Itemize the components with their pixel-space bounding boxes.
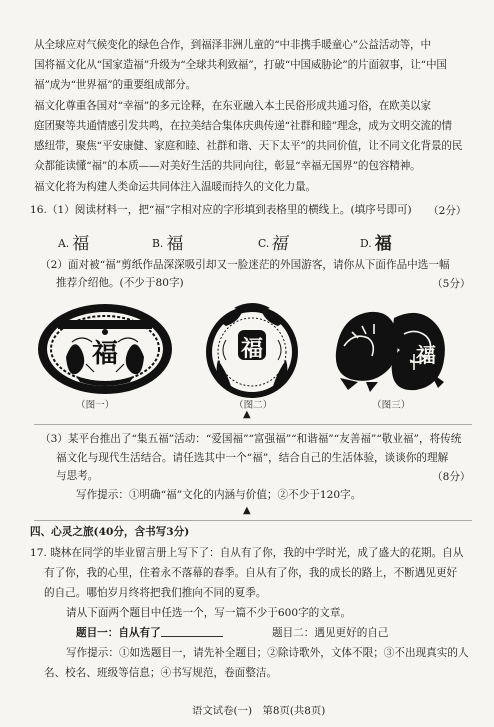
option-c <box>258 229 289 254</box>
q16-1-score: （2分） <box>428 205 467 217</box>
q16-2-score: （5分） <box>432 278 471 290</box>
option-c-glyph: 福 <box>270 234 291 254</box>
papercut-image-3 <box>330 302 456 394</box>
q16-2-line2: 推荐介绍他。(不少于80字) <box>56 277 184 289</box>
q17-title1 <box>76 626 223 640</box>
q17-line3: 的自己。哪怕岁月终将把我们推向不同的夏季。 <box>44 587 267 599</box>
material-line-7: 众都能读懂“福”的本质——对美好生活的共同向往，彰显“幸福无国界”的包容精神。 <box>34 160 421 172</box>
material-line-1: 从全球应对气候变化的绿色合作，到福泽非洲儿童的“中非携手暖童心”公益活动等，中 <box>34 39 431 51</box>
title1-blank <box>161 626 223 637</box>
material-line-4: 福文化尊重各国对“幸福”的多元诠释，在东亚融入本土民俗形成共通习俗，在欧美以家 <box>34 100 431 112</box>
page-footer: 语文试卷(一) 第8页(共8页) <box>192 705 326 717</box>
q16-3-line3: 与思考。 <box>56 470 99 482</box>
q16-1-prompt: 16.（1）阅读材料一，把“福”字相对应的字形填到表格里的横线上。(填序号即可) <box>30 204 412 216</box>
option-a-label: A. <box>58 237 70 250</box>
q16-2-line1: （2）面对被“福”剪纸作品深深吸引却又一脸迷茫的外国游客，请你从下面作品中选一幅 <box>40 259 450 271</box>
section-4-heading: 四、心灵之旅(40分，含书写3分) <box>30 526 190 538</box>
option-d <box>360 229 392 254</box>
material-line-2: 国将福文化从“国家造福”升级为“全球共利致福”，打破“中国威胁论”的片面叙事，让“中国 <box>34 59 447 71</box>
material-line-5: 庭团聚等共通情感引发共鸣，在拉美结合集体庆典传递“社群和睦”理念，成为文明交流的情 <box>34 120 452 132</box>
q16-3-line1: （3）某平台推出了“集五福”活动：“爱国福”“富强福”“和谐福”“友善福”“敬业福”，将传统 <box>40 433 462 445</box>
material-line-8: 福文化将为构建人类命运共同体注入温暖而持久的文化力量。 <box>34 181 316 193</box>
option-b <box>152 229 183 254</box>
q17-line1: 17. 晓林在同学的毕业留言册上写下了：自从有了你，我的中学时光，成了盛大的花期。自从 <box>30 547 464 559</box>
q16-3-score: （8分） <box>432 471 471 483</box>
option-a <box>58 229 89 254</box>
answer-line-1 <box>34 424 472 425</box>
caption-fig2: （图二） <box>234 400 273 411</box>
answer-marker-1: ▲ <box>243 409 251 420</box>
caption-fig1: （图一） <box>76 400 115 411</box>
fig3-character: 福 <box>416 343 436 367</box>
q16-3-hint: 写作提示：①明确“福”文化的内涵与价值；②不少于120字。 <box>76 489 362 501</box>
papercut-image-1 <box>36 302 174 396</box>
fig1-character: 福 <box>91 339 119 369</box>
q16-3-line2: 福文化与现代生活结合。请任选其中一个“福”，结合自己的生活体验，谈谈你的理解 <box>56 452 449 464</box>
answer-marker-2: ▲ <box>243 505 251 516</box>
answer-line-2 <box>34 520 472 521</box>
fig2-character: 福 <box>240 337 264 362</box>
option-b-label: B. <box>152 237 164 250</box>
material-line-6: 感纽带，聚焦“平安康健、家庭和睦、社群和谐、天下太平”的共同价值，让不同文化背景的民 <box>34 140 463 152</box>
option-d-label: D. <box>360 237 372 250</box>
option-d-glyph: 福 <box>374 234 392 254</box>
q17-title2: 题目二：遇见更好的自己 <box>272 627 389 639</box>
material-line-3: 福”成为“世界福”的重要组成部分。 <box>34 79 197 91</box>
q17-line4: 请从下面两个题目中任选一个，写一篇不少于600字的文章。 <box>66 607 352 619</box>
papercut-image-2 <box>200 300 304 400</box>
q17-hint2: 名、校名、班级等信息；④书写规范，卷面整洁。 <box>44 667 278 679</box>
option-c-label: C. <box>258 237 270 250</box>
q17-line2: 有了你，我的心里，住着永不落幕的春季。自从有了你，我的成长的路上，不断遇见更好 <box>44 567 458 579</box>
option-a-glyph: 福 <box>72 234 90 254</box>
option-b-glyph: 福 <box>166 234 184 254</box>
q17-title1-text: 题目一：自从有了 <box>76 627 161 639</box>
q17-hint1: 写作提示：①如选题目一，请先补全题目；②除诗歌外，文体不限；③不出现真实的人 <box>66 647 469 659</box>
caption-fig3: （图三） <box>372 400 411 411</box>
